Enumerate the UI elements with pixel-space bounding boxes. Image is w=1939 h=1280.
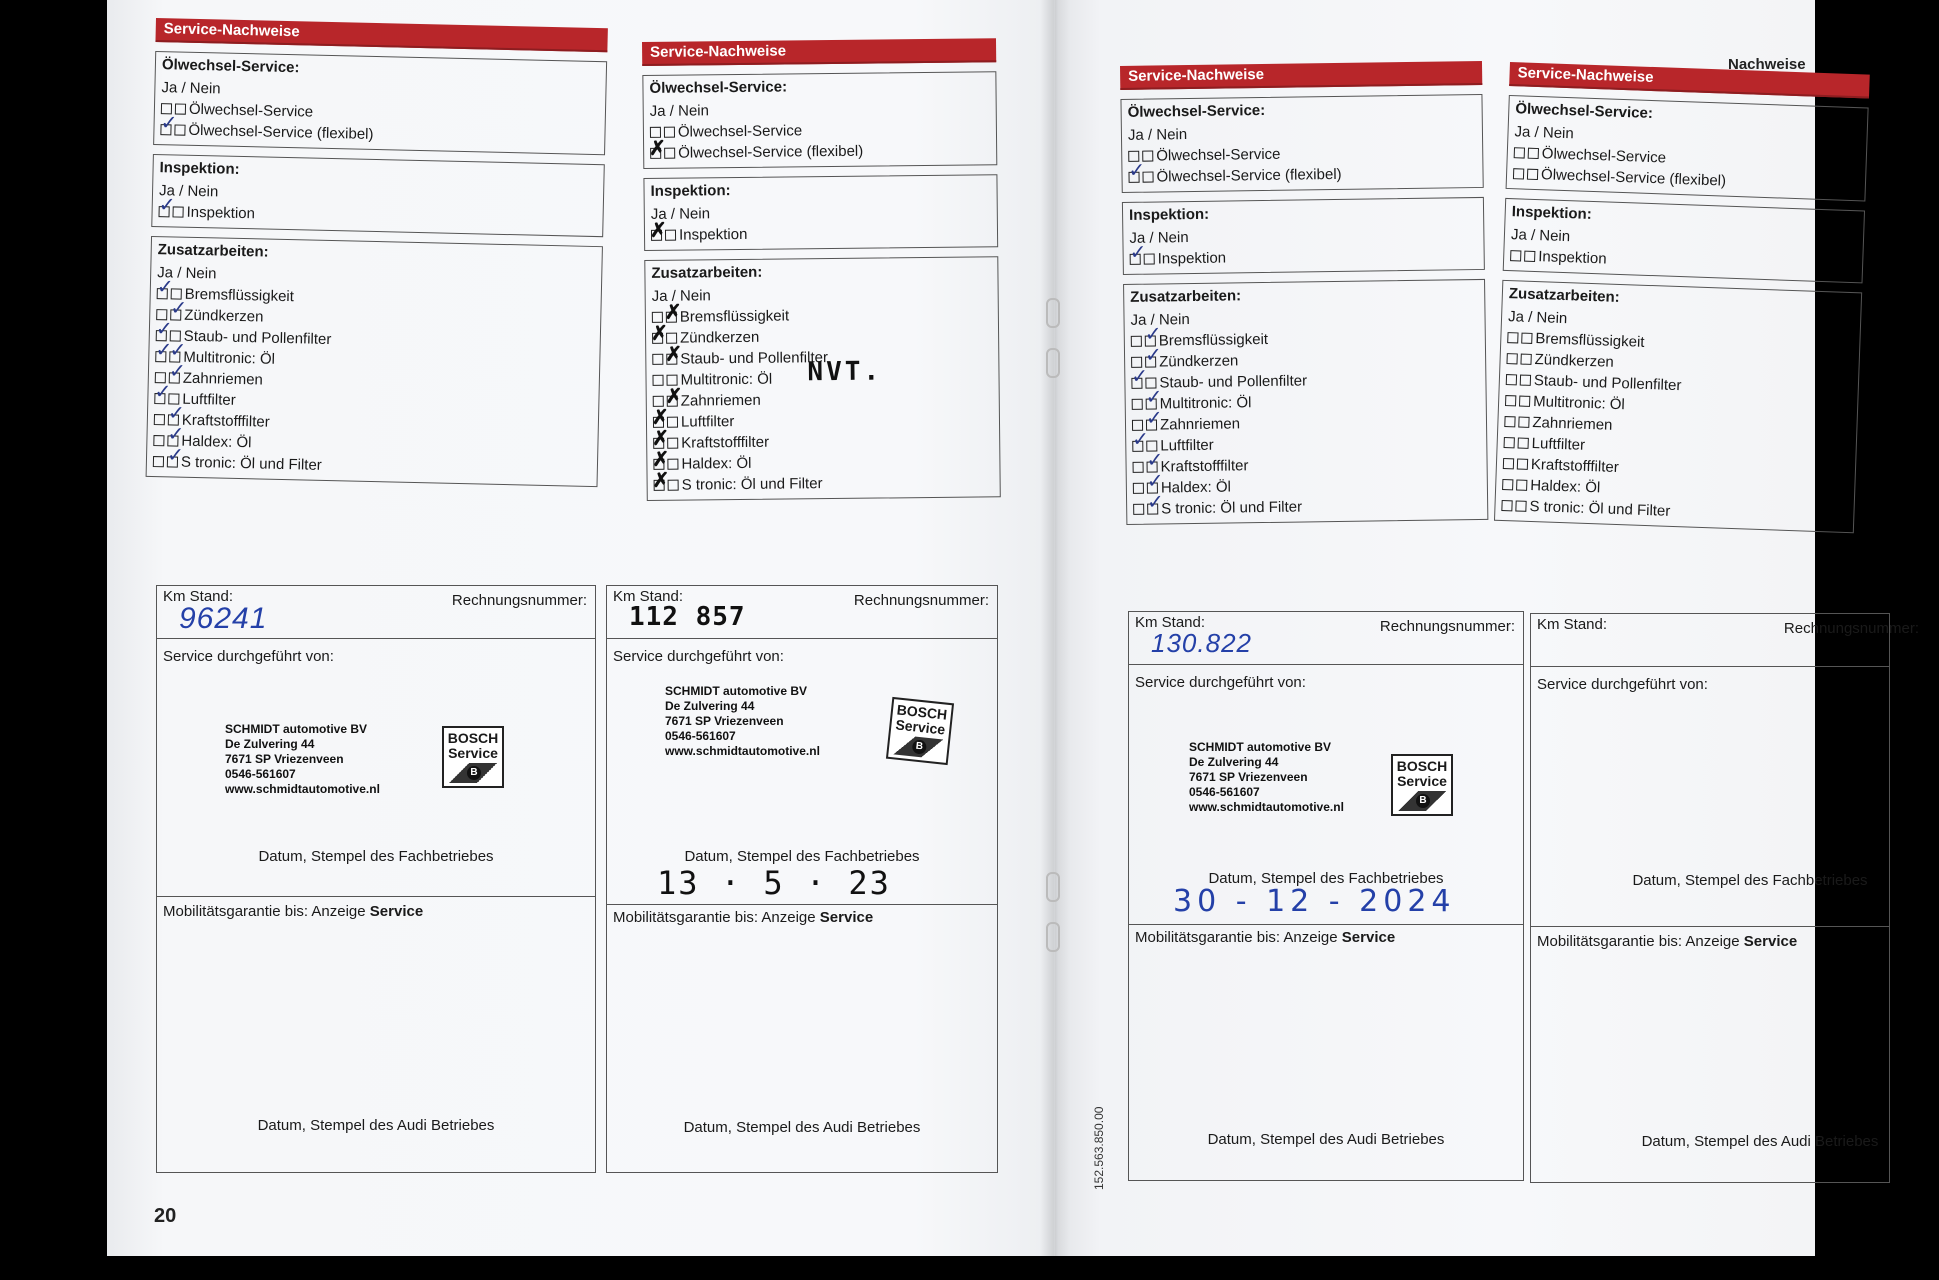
check-mark: ✓ (1132, 428, 1150, 451)
oil-option-2[interactable] (1128, 159, 1476, 188)
km-row (1531, 614, 1919, 667)
x-mark: ✗ (665, 343, 683, 366)
item-label: Zahnriemen (1159, 415, 1241, 434)
check-mark: ✓ (1144, 323, 1162, 346)
item-label: Staub- und Pollenfilter (680, 349, 828, 368)
stamp-line: 7671 SP Vriezenveen (225, 752, 344, 766)
check-mark: ✓ (169, 339, 187, 362)
item-label: Luftfilter (1160, 436, 1214, 455)
bosch-service-logo: BOSCH Service B (1391, 754, 1453, 816)
ja-nein-label: Ja / Nein (1510, 226, 1571, 246)
item-label: Haldex: Öl (681, 454, 752, 473)
ja-nein-label: Ja / Nein (1129, 229, 1189, 247)
checkbox-ja[interactable] (1514, 147, 1525, 158)
check-mark: ✓ (160, 112, 178, 135)
item-label: Staub- und Pollenfilter (1533, 372, 1682, 395)
checkbox-ja[interactable] (650, 126, 661, 137)
item-label: S tronic: Öl und Filter (681, 475, 823, 494)
checkbox-nein[interactable] (1517, 458, 1528, 469)
inspection-box (151, 154, 605, 237)
item-label: Bremsflüssigkeit (1158, 330, 1269, 350)
invoice-label: Rechnungsnummer: (853, 592, 989, 609)
service-box-1 (156, 576, 596, 1164)
x-mark: ✗ (649, 219, 667, 242)
invoice-label: Rechnungsnummer: (1379, 618, 1515, 635)
oil-option-label: Ölwechsel-Service (flexibel) (678, 142, 864, 162)
checkbox-ja[interactable] (1501, 500, 1512, 511)
service-record-2 (642, 38, 1001, 501)
item-label: Multitronic: Öl (183, 348, 276, 368)
km-value: 112 857 (629, 602, 746, 632)
check-mark: ✓ (1144, 344, 1162, 367)
section-header: Service-Nachweise (1509, 62, 1870, 99)
section-header: Service-Nachweise (642, 38, 996, 66)
km-row (1129, 612, 1523, 665)
check-mark: ✓ (1145, 407, 1163, 430)
handwritten-note: NVT. (807, 356, 883, 388)
x-mark: ✗ (652, 469, 670, 492)
item-label: Zahnriemen (1532, 414, 1613, 434)
ja-nein-label: Ja / Nein (1514, 123, 1575, 143)
checkbox-ja[interactable] (1503, 458, 1514, 469)
inspection-box (1122, 197, 1485, 275)
check-mark: ✓ (1131, 365, 1149, 388)
inspection-option[interactable] (651, 221, 991, 246)
ja-nein-label: Ja / Nein (161, 79, 221, 98)
item-label: Zündkerzen (1159, 352, 1239, 371)
checkbox-nein[interactable] (666, 332, 677, 343)
check-mark: ✓ (1146, 470, 1164, 493)
oil-title: Ölwechsel-Service: (649, 78, 788, 97)
extra-work-box (1494, 280, 1862, 533)
oil-option-label: Ölwechsel-Service (1156, 145, 1281, 165)
checkbox-ja[interactable] (1510, 250, 1521, 261)
invoice-label: Rechnungsnummer: (1783, 620, 1919, 637)
extra-work-box (644, 256, 1001, 501)
checkbox-ja[interactable] (1505, 395, 1516, 406)
extra-work-title: Zusatzarbeiten: (157, 241, 269, 261)
x-mark: ✗ (651, 406, 669, 429)
checkbox-nein[interactable] (664, 126, 675, 137)
workshop-date-label: Datum, Stempel des Fachbetriebes (258, 848, 494, 865)
inspection-title: Inspektion: (1511, 203, 1593, 223)
item-label: Zündkerzen (1534, 351, 1615, 371)
checkbox-nein[interactable] (667, 416, 678, 427)
service-details (606, 585, 998, 1173)
item-label: S tronic: Öl und Filter (1161, 498, 1303, 518)
extra-work-title: Zusatzarbeiten: (1508, 285, 1621, 306)
stamp-line: De Zulvering 44 (225, 737, 315, 751)
item-label: Kraftstofffilter (681, 433, 770, 452)
checkbox-ja[interactable] (1504, 416, 1515, 427)
mobility-section (157, 896, 595, 1173)
checkbox-ja[interactable] (1131, 335, 1142, 346)
item-label: Staub- und Pollenfilter (183, 327, 332, 349)
km-label: Km Stand: (1537, 616, 1608, 633)
checkbox-ja[interactable] (153, 435, 164, 446)
oil-change-box (1506, 95, 1869, 202)
workshop-stamp (225, 722, 380, 797)
check-mark: ✓ (154, 381, 172, 404)
check-mark: ✓ (155, 318, 173, 341)
inspection-title: Inspektion: (1128, 205, 1210, 224)
item-label: S tronic: Öl und Filter (1529, 497, 1671, 520)
check-mark: ✓ (168, 360, 186, 383)
stamp-line: De Zulvering 44 (1189, 755, 1279, 769)
x-mark: ✗ (650, 322, 668, 345)
mobility-section (1129, 924, 1523, 1181)
checkbox-ja[interactable] (652, 311, 663, 322)
service-record-4 (1494, 62, 1870, 533)
checkbox-nein[interactable] (1520, 353, 1531, 364)
checkbox-nein[interactable] (174, 124, 185, 135)
x-mark: ✗ (652, 448, 670, 471)
mobility-label: Mobilitätsgarantie bis: Anzeige Service (163, 903, 424, 920)
item-label: Luftfilter (680, 413, 735, 431)
check-mark: ✓ (156, 276, 174, 299)
mobility-section (1531, 926, 1889, 1183)
extra-work-title: Zusatzarbeiten: (651, 263, 763, 282)
km-value: 96241 (179, 602, 268, 635)
service-by-label: Service durchgeführt von: (613, 648, 784, 665)
checkbox-ja[interactable] (1133, 482, 1144, 493)
ja-nein-label: Ja / Nein (651, 287, 711, 305)
item-label: S tronic: Öl und Filter (180, 453, 322, 474)
ja-nein-label: Ja / Nein (649, 102, 710, 120)
service-box-2 (606, 576, 998, 1164)
check-mark: ✓ (1129, 241, 1147, 264)
km-label: Km Stand: (163, 588, 234, 605)
column-4-clip (1507, 0, 1919, 1256)
stamp-line: 7671 SP Vriezenveen (1189, 770, 1308, 784)
item-label: Multitronic: Öl (1532, 393, 1626, 414)
ja-nein-label: Ja / Nein (650, 205, 711, 223)
service-record-3 (1120, 61, 1488, 525)
staple-bottom (1046, 872, 1060, 902)
inspection-box (643, 174, 998, 251)
checkbox-nein[interactable] (667, 458, 678, 469)
checkbox-ja[interactable] (1507, 332, 1518, 343)
stamp-line: www.schmidtautomotive.nl (1189, 800, 1344, 814)
stamp-line: www.schmidtautomotive.nl (225, 782, 380, 796)
oil-change-box (153, 51, 607, 155)
service-details (156, 585, 596, 1173)
ja-nein-label: Ja / Nein (1507, 308, 1568, 328)
item-s-tronic[interactable] (1133, 491, 1481, 520)
document-code: 152.563.850.00 (1092, 1106, 1106, 1190)
stamp-line: 0546-561607 (225, 767, 296, 781)
checkbox-ja[interactable] (652, 353, 663, 364)
inspection-label: Inspektion (678, 225, 748, 244)
x-mark: ✗ (665, 385, 683, 408)
service-by-label: Service durchgeführt von: (1537, 676, 1708, 693)
checkbox-ja[interactable] (1133, 461, 1144, 472)
service-by-label: Service durchgeführt von: (163, 648, 334, 665)
mobility-label: Mobilitätsgarantie bis: Anzeige Service (1537, 933, 1798, 950)
checkbox-ja[interactable] (1132, 398, 1143, 409)
item-s-tronic[interactable] (654, 471, 994, 496)
item-label: Kraftstofffilter (1160, 457, 1249, 476)
checkbox-ja[interactable] (1506, 374, 1517, 385)
checkbox-ja[interactable] (1133, 503, 1144, 514)
audi-date-label: Datum, Stempel des Audi Betriebes (1207, 1131, 1445, 1148)
stamp-line: SCHMIDT automotive BV (225, 722, 368, 736)
bosch-service-logo: BOSCH Service B (442, 726, 504, 788)
item-label: Haldex: Öl (1160, 478, 1232, 497)
workshop-date-label: Datum, Stempel des Fachbetriebes (1208, 870, 1444, 887)
book-gutter (1040, 0, 1070, 1256)
extra-work-box (1123, 279, 1488, 525)
section-header: Service-Nachweise (1120, 61, 1482, 90)
stamp-line: 0546-561607 (665, 729, 736, 743)
x-mark: ✗ (664, 301, 682, 324)
service-box-3 (1128, 602, 1524, 1172)
inspection-box (1503, 198, 1865, 284)
item-label: Staub- und Pollenfilter (1159, 372, 1308, 392)
check-mark: ✓ (158, 194, 176, 217)
audi-date-label: Datum, Stempel des Audi Betriebes (1641, 1133, 1879, 1150)
checkbox-nein[interactable] (1520, 374, 1531, 385)
mobility-label: Mobilitätsgarantie bis: Anzeige Service (613, 909, 874, 926)
extra-work-title: Zusatzarbeiten: (1130, 287, 1242, 306)
checkbox-nein[interactable] (1519, 395, 1530, 406)
stamp-line: SCHMIDT automotive BV (665, 684, 808, 698)
mobility-section (607, 904, 997, 1173)
bosch-service-logo: BOSCH Service B (886, 697, 954, 765)
checkbox-ja[interactable] (1502, 479, 1513, 490)
checkbox-nein[interactable] (665, 229, 676, 240)
stamp-line: 7671 SP Vriezenveen (665, 714, 784, 728)
stamp-line: De Zulvering 44 (665, 699, 755, 713)
oil-option-label: Ölwechsel-Service (flexibel) (1540, 166, 1727, 190)
km-label: Km Stand: (1135, 614, 1206, 631)
checkbox-nein[interactable] (668, 479, 679, 490)
stamp-line: 0546-561607 (1189, 785, 1260, 799)
item-label: Bremsflüssigkeit (184, 285, 295, 306)
item-label: Multitronic: Öl (1159, 394, 1252, 413)
oil-option-label: Ölwechsel-Service (188, 100, 314, 121)
invoice-label: Rechnungsnummer: (451, 592, 587, 609)
checkbox-nein[interactable] (1142, 171, 1153, 182)
staple-top (1046, 298, 1060, 328)
x-mark: ✗ (649, 137, 667, 160)
handwritten-date: 30 - 12 - 2024 (1173, 884, 1456, 919)
inspection-title: Inspektion: (650, 182, 731, 200)
service-by-label: Service durchgeführt von: (1135, 674, 1306, 691)
inspection-label: Inspektion (1537, 248, 1607, 268)
oil-change-box (1120, 94, 1483, 193)
inspection-option[interactable] (1129, 241, 1478, 270)
check-mark: ✓ (167, 423, 185, 446)
checkbox-nein[interactable] (1516, 479, 1527, 490)
checkbox-ja[interactable] (153, 456, 164, 467)
ja-nein-label: Ja / Nein (157, 264, 217, 283)
service-details (1530, 613, 1919, 1183)
checkbox-nein[interactable] (666, 374, 677, 385)
handwritten-date: 13 · 5 · 23 (657, 864, 891, 902)
staple-bottom-2 (1046, 922, 1060, 952)
item-label: Zündkerzen (680, 328, 760, 347)
item-label: Bremsflüssigkeit (1535, 330, 1645, 351)
checkbox-ja[interactable] (1513, 168, 1524, 179)
item-label: Luftfilter (182, 390, 236, 409)
oil-option-label: Ölwechsel-Service (677, 122, 803, 141)
workshop-stamp (1189, 740, 1344, 815)
inspection-title: Inspektion: (159, 159, 240, 178)
km-value: 130.822 (1151, 628, 1252, 658)
service-box-4 (1530, 604, 1919, 1174)
ja-nein-label: Ja / Nein (1130, 311, 1190, 329)
checkbox-nein[interactable] (172, 206, 183, 217)
oil-option-2[interactable] (650, 139, 990, 164)
oil-title: Ölwechsel-Service: (1515, 100, 1654, 123)
oil-title: Ölwechsel-Service: (1127, 101, 1266, 121)
item-label: Bremsflüssigkeit (679, 307, 790, 326)
check-mark: ✓ (1128, 159, 1146, 182)
check-mark: ✓ (166, 444, 185, 467)
check-mark: ✓ (1146, 449, 1164, 472)
item-label: Zündkerzen (184, 306, 264, 326)
service-record-1 (146, 18, 608, 487)
item-label: Multitronic: Öl (680, 370, 773, 389)
oil-option-label: Ölwechsel-Service (1541, 145, 1667, 167)
check-mark: ✓ (1145, 386, 1163, 409)
checkbox-nein[interactable] (1527, 168, 1538, 179)
check-mark: ✓ (155, 339, 173, 362)
item-label: Kraftstofffilter (1530, 455, 1620, 477)
oil-title: Ölwechsel-Service: (161, 56, 300, 77)
item-label: Zahnriemen (182, 369, 264, 389)
km-label: Km Stand: (613, 588, 684, 605)
checkbox-ja[interactable] (154, 414, 165, 425)
service-details (1128, 611, 1524, 1181)
inspection-label: Inspektion (1157, 249, 1227, 268)
checkbox-nein[interactable] (1528, 147, 1539, 158)
section-header: Service-Nachweise (155, 18, 607, 52)
checkbox-ja[interactable] (652, 374, 663, 385)
workshop-date-label: Datum, Stempel des Fachbetriebes (1632, 872, 1868, 889)
checkbox-nein[interactable] (667, 437, 678, 448)
corner-label: Nachweise (1728, 56, 1806, 73)
checkbox-nein[interactable] (664, 147, 675, 158)
item-label: Haldex: Öl (1529, 476, 1601, 497)
audi-date-label: Datum, Stempel des Audi Betriebes (257, 1117, 495, 1134)
checkbox-nein[interactable] (1518, 437, 1529, 448)
checkbox-ja[interactable] (1504, 437, 1515, 448)
check-mark: ✓ (1146, 491, 1165, 514)
km-row (607, 586, 997, 639)
oil-option-label: Ölwechsel-Service (flexibel) (1156, 165, 1342, 186)
workshop-date-label: Datum, Stempel des Fachbetriebes (684, 848, 920, 865)
km-row (157, 586, 595, 639)
checkbox-nein[interactable] (1144, 253, 1155, 264)
extra-work-box (146, 236, 603, 487)
item-label: Zahnriemen (680, 391, 761, 410)
checkbox-nein[interactable] (1518, 416, 1529, 427)
stamp-line: SCHMIDT automotive BV (1189, 740, 1332, 754)
oil-change-box (642, 71, 997, 169)
audi-date-label: Datum, Stempel des Audi Betriebes (683, 1119, 921, 1136)
ja-nein-label: Ja / Nein (158, 182, 219, 201)
item-label: Luftfilter (1531, 434, 1586, 454)
check-mark: ✓ (170, 297, 188, 320)
x-mark: ✗ (652, 427, 670, 450)
checkbox-nein[interactable] (1521, 332, 1532, 343)
checkbox-ja[interactable] (653, 395, 664, 406)
staple-top-2 (1046, 348, 1060, 378)
page-number: 20 (154, 1205, 177, 1227)
mobility-label: Mobilitätsgarantie bis: Anzeige Service (1135, 929, 1396, 946)
item-label: Kraftstofffilter (181, 411, 270, 431)
ja-nein-label: Ja / Nein (1127, 126, 1188, 144)
stamp-line: www.schmidtautomotive.nl (665, 744, 820, 758)
check-mark: ✓ (167, 402, 186, 425)
checkbox-ja[interactable] (1506, 353, 1517, 364)
inspection-label: Inspektion (186, 203, 256, 223)
checkbox-nein[interactable] (1524, 250, 1535, 261)
item-label: Haldex: Öl (181, 432, 252, 452)
workshop-stamp (665, 684, 820, 759)
checkbox-nein[interactable] (1515, 500, 1526, 511)
oil-option-label: Ölwechsel-Service (flexibel) (188, 121, 374, 143)
